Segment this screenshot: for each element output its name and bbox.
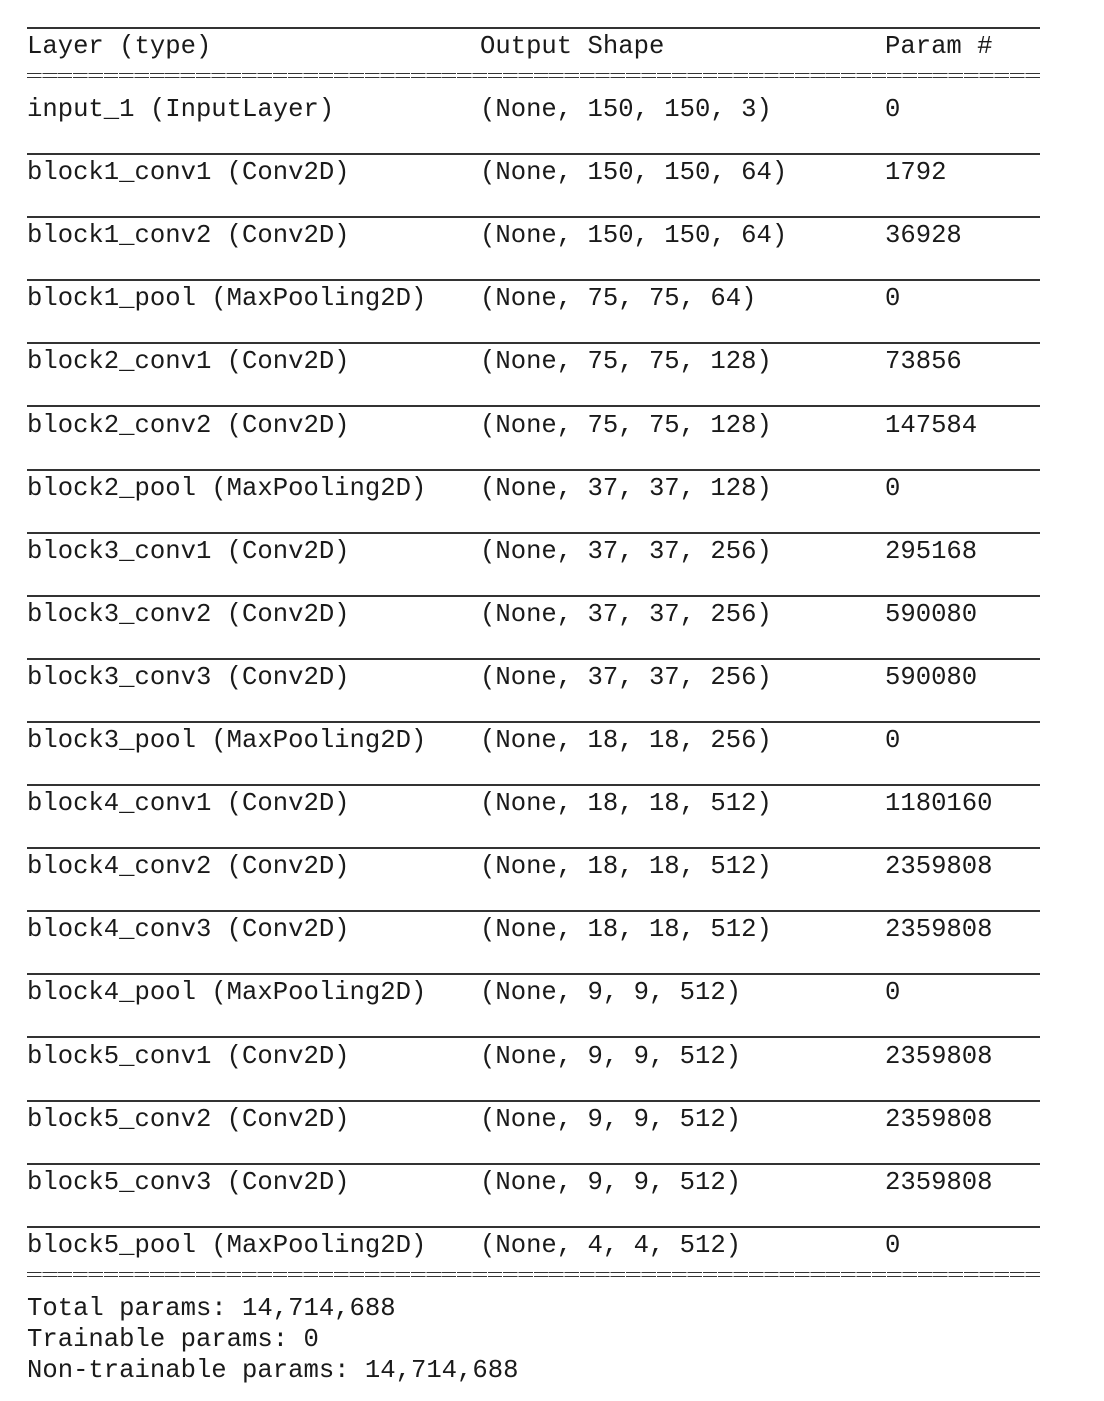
row-divider <box>27 1036 1040 1038</box>
cell-params: 2359808 <box>885 1041 993 1071</box>
table-row <box>27 95 1040 158</box>
table-row <box>27 411 1040 474</box>
table-row <box>27 600 1040 663</box>
cell-layer: block5_conv1 (Conv2D) <box>27 1041 350 1071</box>
row-divider <box>27 973 1040 975</box>
cell-params: 0 <box>885 978 901 1008</box>
cell-layer: block2_conv1 (Conv2D) <box>27 347 350 377</box>
table-row <box>27 474 1040 537</box>
cell-layer: block2_conv2 (Conv2D) <box>27 410 350 440</box>
cell-layer: block3_conv1 (Conv2D) <box>27 536 350 566</box>
cell-layer: block5_pool (MaxPooling2D) <box>27 1230 427 1260</box>
cell-params: 0 <box>885 1230 901 1260</box>
table-row <box>27 537 1040 600</box>
table-row <box>27 663 1040 726</box>
row-divider <box>27 1100 1040 1102</box>
total-params: Total params: 14,714,688 <box>27 1294 396 1323</box>
cell-params: 0 <box>885 473 901 503</box>
table-row <box>27 1105 1040 1168</box>
cell-params: 2359808 <box>885 1167 993 1197</box>
cell-params: 0 <box>885 95 901 124</box>
row-divider <box>27 910 1040 912</box>
table-row <box>27 1231 1040 1294</box>
cell-layer: block4_conv2 (Conv2D) <box>27 852 350 882</box>
table-row <box>27 978 1040 1041</box>
header-double-divider <box>27 73 1040 78</box>
header-output-shape: Output Shape <box>480 32 665 61</box>
cell-params: 1180160 <box>885 789 993 819</box>
header-params: Param # <box>885 32 993 61</box>
cell-output-shape: (None, 150, 150, 64) <box>480 158 788 188</box>
cell-params: 0 <box>885 726 901 755</box>
cell-layer: block4_conv3 (Conv2D) <box>27 915 350 945</box>
cell-params: 2359808 <box>885 852 993 882</box>
table-row <box>27 915 1040 978</box>
cell-params: 36928 <box>885 221 962 251</box>
cell-output-shape: (None, 150, 150, 3) <box>480 95 772 124</box>
table-row <box>27 726 1040 789</box>
cell-output-shape: (None, 150, 150, 64) <box>480 221 788 251</box>
table-row <box>27 284 1040 347</box>
row-divider <box>27 532 1040 534</box>
cell-params: 295168 <box>885 536 978 566</box>
cell-output-shape: (None, 75, 75, 128) <box>480 347 772 377</box>
row-divider <box>27 658 1040 660</box>
row-divider <box>27 153 1040 155</box>
cell-output-shape: (None, 37, 37, 256) <box>480 662 772 692</box>
table-row <box>27 1042 1040 1105</box>
cell-params: 590080 <box>885 662 978 692</box>
cell-layer: block1_conv1 (Conv2D) <box>27 158 350 188</box>
row-divider <box>27 1226 1040 1228</box>
row-divider <box>27 847 1040 849</box>
cell-output-shape: (None, 75, 75, 128) <box>480 410 772 440</box>
table-row <box>27 852 1040 915</box>
cell-output-shape: (None, 18, 18, 512) <box>480 789 772 819</box>
cell-output-shape: (None, 18, 18, 512) <box>480 852 772 882</box>
table-row <box>27 347 1040 410</box>
cell-output-shape: (None, 37, 37, 128) <box>480 473 772 503</box>
row-divider <box>27 721 1040 723</box>
row-divider <box>27 784 1040 786</box>
table-row <box>27 789 1040 852</box>
cell-output-shape: (None, 37, 37, 256) <box>480 599 772 629</box>
cell-params: 2359808 <box>885 1104 993 1134</box>
trainable-params: Trainable params: 0 <box>27 1325 319 1354</box>
cell-layer: block1_pool (MaxPooling2D) <box>27 284 427 314</box>
cell-layer: block4_conv1 (Conv2D) <box>27 789 350 819</box>
cell-layer: block3_pool (MaxPooling2D) <box>27 726 427 755</box>
cell-layer: input_1 (InputLayer) <box>27 95 335 124</box>
row-divider <box>27 405 1040 407</box>
cell-params: 2359808 <box>885 915 993 945</box>
row-divider <box>27 469 1040 471</box>
header-row <box>27 32 1040 95</box>
cell-layer: block2_pool (MaxPooling2D) <box>27 473 427 503</box>
row-divider <box>27 595 1040 597</box>
cell-output-shape: (None, 18, 18, 512) <box>480 915 772 945</box>
cell-params: 0 <box>885 284 901 314</box>
cell-output-shape: (None, 37, 37, 256) <box>480 536 772 566</box>
cell-output-shape: (None, 9, 9, 512) <box>480 1104 742 1134</box>
cell-output-shape: (None, 9, 9, 512) <box>480 1041 742 1071</box>
row-divider <box>27 216 1040 218</box>
cell-params: 590080 <box>885 599 978 629</box>
table-row <box>27 158 1040 221</box>
table-row <box>27 221 1040 284</box>
cell-layer: block5_conv2 (Conv2D) <box>27 1104 350 1134</box>
cell-output-shape: (None, 9, 9, 512) <box>480 978 742 1008</box>
cell-output-shape: (None, 9, 9, 512) <box>480 1167 742 1197</box>
cell-output-shape: (None, 4, 4, 512) <box>480 1230 742 1260</box>
cell-layer: block3_conv2 (Conv2D) <box>27 599 350 629</box>
cell-layer: block1_conv2 (Conv2D) <box>27 221 350 251</box>
top-divider <box>27 27 1040 29</box>
row-divider <box>27 279 1040 281</box>
cell-output-shape: (None, 18, 18, 256) <box>480 726 772 755</box>
header-layer: Layer (type) <box>27 32 212 61</box>
non-trainable-params: Non-trainable params: 14,714,688 <box>27 1356 519 1385</box>
row-divider <box>27 1163 1040 1165</box>
footer-double-divider <box>27 1272 1040 1277</box>
cell-layer: block4_pool (MaxPooling2D) <box>27 978 427 1008</box>
cell-layer: block5_conv3 (Conv2D) <box>27 1167 350 1197</box>
cell-params: 1792 <box>885 158 947 188</box>
cell-output-shape: (None, 75, 75, 64) <box>480 284 757 314</box>
cell-params: 147584 <box>885 410 978 440</box>
cell-layer: block3_conv3 (Conv2D) <box>27 662 350 692</box>
row-divider <box>27 342 1040 344</box>
table-row <box>27 1168 1040 1231</box>
cell-params: 73856 <box>885 347 962 377</box>
